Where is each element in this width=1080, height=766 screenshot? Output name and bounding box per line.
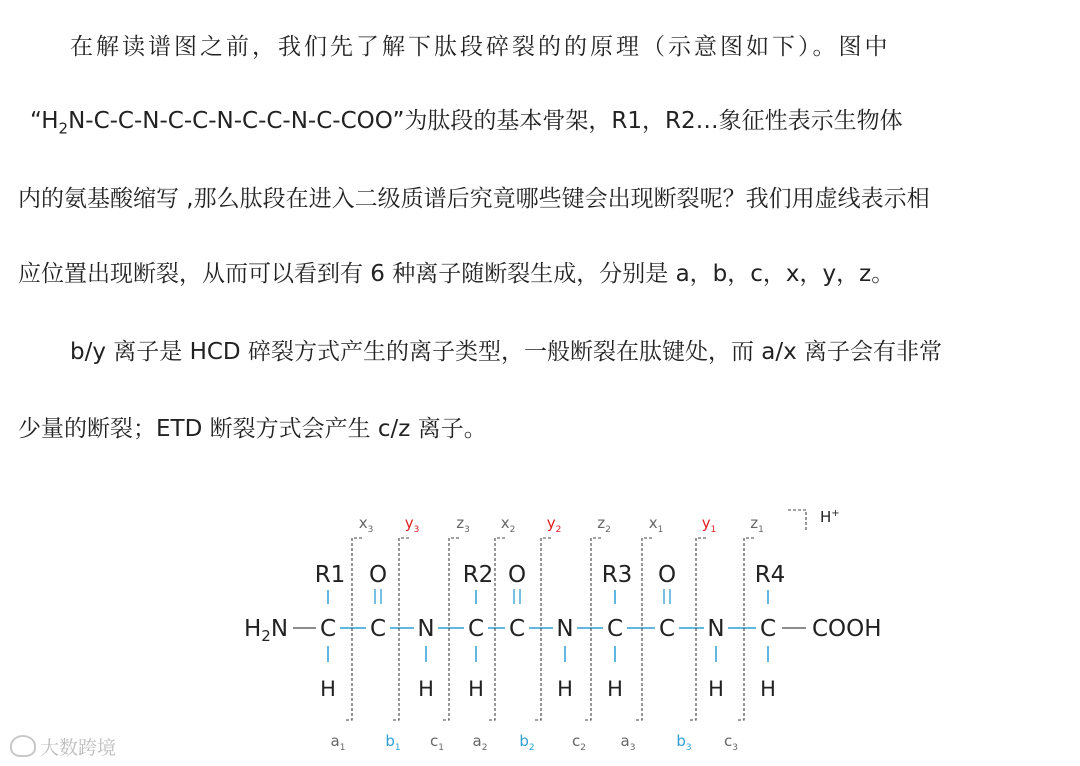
hydrogen-2: H [418, 677, 434, 701]
line2-body: N-C-C-N-C-C-N-C-C-N-C-COO”为肽段的基本骨架，R1，R2…象征性表示生物体 [68, 108, 903, 134]
cleavage-line-5 [533, 538, 551, 720]
cleavage-line-7 [634, 538, 652, 720]
bottom-ion-label-7: $a_3$ [620, 732, 636, 753]
cooh-label: COOH [812, 616, 882, 642]
hydrogen-5: H [607, 677, 623, 701]
proton-label: H+ [820, 508, 840, 526]
paragraph-line-6: 少量的断裂；ETD 断裂方式会产生 c/z 离子。 [18, 416, 487, 442]
r-group-1: R1 [314, 562, 346, 588]
r-group-2: R2 [462, 562, 494, 588]
bottom-ion-label-9: $c_3$ [724, 732, 738, 753]
hydrogen-4: H [557, 677, 573, 701]
hydrogen-6: H [708, 677, 724, 701]
top-ion-label-1: $x_3$ [358, 514, 374, 535]
cleavage-line-9 [736, 538, 754, 720]
backbone-atom-9: N [707, 616, 725, 642]
h2n-label: $H_2N$ [244, 616, 289, 645]
bottom-ion-label-2: $b_1$ [385, 732, 401, 753]
backbone-atom-1: C [319, 616, 337, 642]
top-ion-label-8: $y_1$ [701, 514, 717, 535]
top-ion-label-5: $y_2$ [546, 514, 562, 535]
backbone-atom-8: C [658, 616, 676, 642]
backbone-atom-4: C [467, 616, 485, 642]
bottom-ion-label-3: $c_1$ [430, 732, 444, 753]
paragraph-line-2 [30, 102, 903, 138]
hydrogen-1: H [320, 677, 336, 701]
top-ion-label-4: $x_2$ [500, 514, 516, 535]
peptide-fragmentation-diagram [0, 500, 1080, 766]
watermark-text: 大数跨境 [40, 737, 117, 759]
backbone-atom-10: C [759, 616, 777, 642]
hydrogen-3: H [468, 677, 484, 701]
backbone-atom-7: C [606, 616, 624, 642]
cleavage-line-3 [441, 538, 459, 720]
carbonyl-oxygen-1: O [368, 562, 388, 588]
top-ion-label-2: $y_3$ [404, 514, 420, 535]
carbonyl-oxygen-2: O [507, 562, 527, 588]
cleavage-line-2 [391, 538, 409, 720]
paragraph-line-5: b/y 离子是 HCD 碎裂方式产生的离子类型，一般断裂在肽键处，而 a/x 离子会有非常 [70, 339, 943, 365]
carbonyl-oxygen-3: O [657, 562, 677, 588]
top-ion-label-6: $z_2$ [597, 514, 611, 535]
cleavage-line-1 [344, 538, 362, 720]
bottom-ion-label-8: $b_3$ [676, 732, 692, 753]
top-ion-label-3: $z_3$ [456, 514, 470, 535]
bottom-ion-label-1: $a_1$ [330, 732, 346, 753]
top-ion-label-7: $x_1$ [648, 514, 664, 535]
cleavage-line-8 [688, 538, 706, 720]
paragraph-line-1: 在解读谱图之前，我们先了解下肽段碎裂的的原理（示意图如下）。图中 [70, 34, 891, 60]
bottom-ion-label-6: $c_2$ [572, 732, 586, 753]
line2-prefix: “H [30, 108, 59, 134]
backbone-atom-3: N [417, 616, 435, 642]
backbone-atom-2: C [369, 616, 387, 642]
cleavage-line-6 [583, 538, 601, 720]
watermark-logo-icon [10, 735, 36, 757]
backbone-atom-6: N [556, 616, 574, 642]
top-ion-label-9: $z_1$ [750, 514, 764, 535]
watermark [10, 733, 116, 760]
bottom-ion-label-4: $a_2$ [472, 732, 488, 753]
proton-bracket [788, 510, 806, 530]
paragraph-line-4: 应位置出现断裂，从而可以看到有 6 种离子随断裂生成，分别是 a，b，c，x，y，z。 [18, 261, 895, 287]
paragraph-line-3: 内的氨基酸缩写 ,那么肽段在进入二级质谱后究竟哪些键会出现断裂呢？我们用虚线表示相 [18, 186, 930, 212]
r-group-3: R3 [601, 562, 633, 588]
r-group-4: R4 [754, 562, 786, 588]
backbone-atom-5: C [508, 616, 526, 642]
bottom-ion-label-5: $b_2$ [519, 732, 535, 753]
hydrogen-7: H [760, 677, 776, 701]
line2-subscript: 2 [58, 119, 69, 138]
